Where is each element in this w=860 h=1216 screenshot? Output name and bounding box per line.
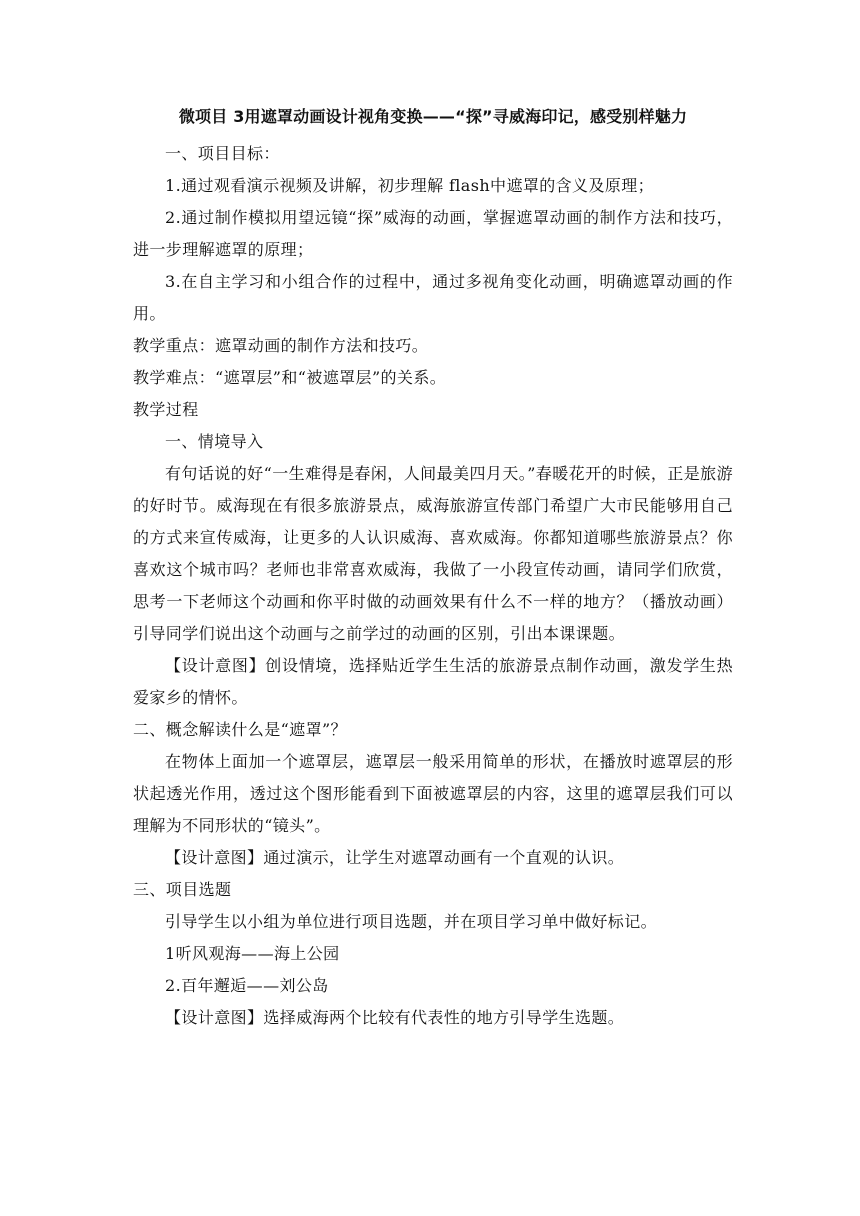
key-point: 教学重点：遮罩动画的制作方法和技巧。 [133,336,429,355]
topic-item: 2.百年邂逅——刘公岛 [165,976,329,995]
design-intent: 【设计意图】选择威海两个比较有代表性的地方引导学生选题。 [165,1008,625,1027]
objectives-heading: 一、项目目标： [165,144,280,163]
section-body: 在物体上面加一个遮罩层，遮罩层一般采用简单的形状，在播放时遮罩层的形状起透光作用，透过这个图形能看到下面被遮罩层的内容，这里的遮罩层我们可以理解为不同形状的“镜头”。 [133,752,733,835]
objective-item: 2.通过制作模拟用望远镜“探”威海的动画，掌握遮罩动画的制作方法和技巧，进一步理解遮罩的原理； [133,208,733,259]
objective-item: 3.在自主学习和小组合作的过程中，通过多视角变化动画，明确遮罩动画的作用。 [133,272,733,323]
process-heading: 教学过程 [133,400,199,419]
section-heading: 二、概念解读什么是“遮罩”？ [133,720,347,739]
design-intent: 【设计意图】创设情境，选择贴近学生生活的旅游景点制作动画，激发学生热爱家乡的情怀。 [133,656,733,707]
objective-item: 1.通过观看演示视频及讲解，初步理解 flash中遮罩的含义及原理； [165,176,655,195]
section-body: 引导学生以小组为单位进行项目选题，并在项目学习单中做好标记。 [165,912,658,931]
document-page [133,100,733,1034]
design-intent: 【设计意图】通过演示，让学生对遮罩动画有一个直观的认识。 [165,848,625,867]
difficult-point: 教学难点：“遮罩层”和“被遮罩层”的关系。 [133,368,447,387]
document-title: 微项目 3用遮罩动画设计视角变换——“探”寻威海印记，感受别样魅力 [178,107,688,126]
section-heading: 一、情境导入 [165,432,264,451]
topic-item: 1听风观海——海上公园 [165,944,340,963]
section-body: 有句话说的好“一生难得是春闲，人间最美四月天。”春暖花开的时候，正是旅游的好时节。威海现在有很多旅游景点，威海旅游宣传部门希望广大市民能够用自己的方式来宣传威海，让更多的人认识威海、喜欢威海。你都知道哪些旅游景点？你喜欢这个城市吗？老师也非常喜欢威海，我做了一小段宣传动画，请同学们欣赏，思考一下老师这个动画和你平时做的动画效果有什么不一样的地方？（播放动画）引导同学们说出这个动画与之前学过的动画的区别，引出本课课题。 [133,464,733,643]
section-heading: 三、项目选题 [133,880,232,899]
